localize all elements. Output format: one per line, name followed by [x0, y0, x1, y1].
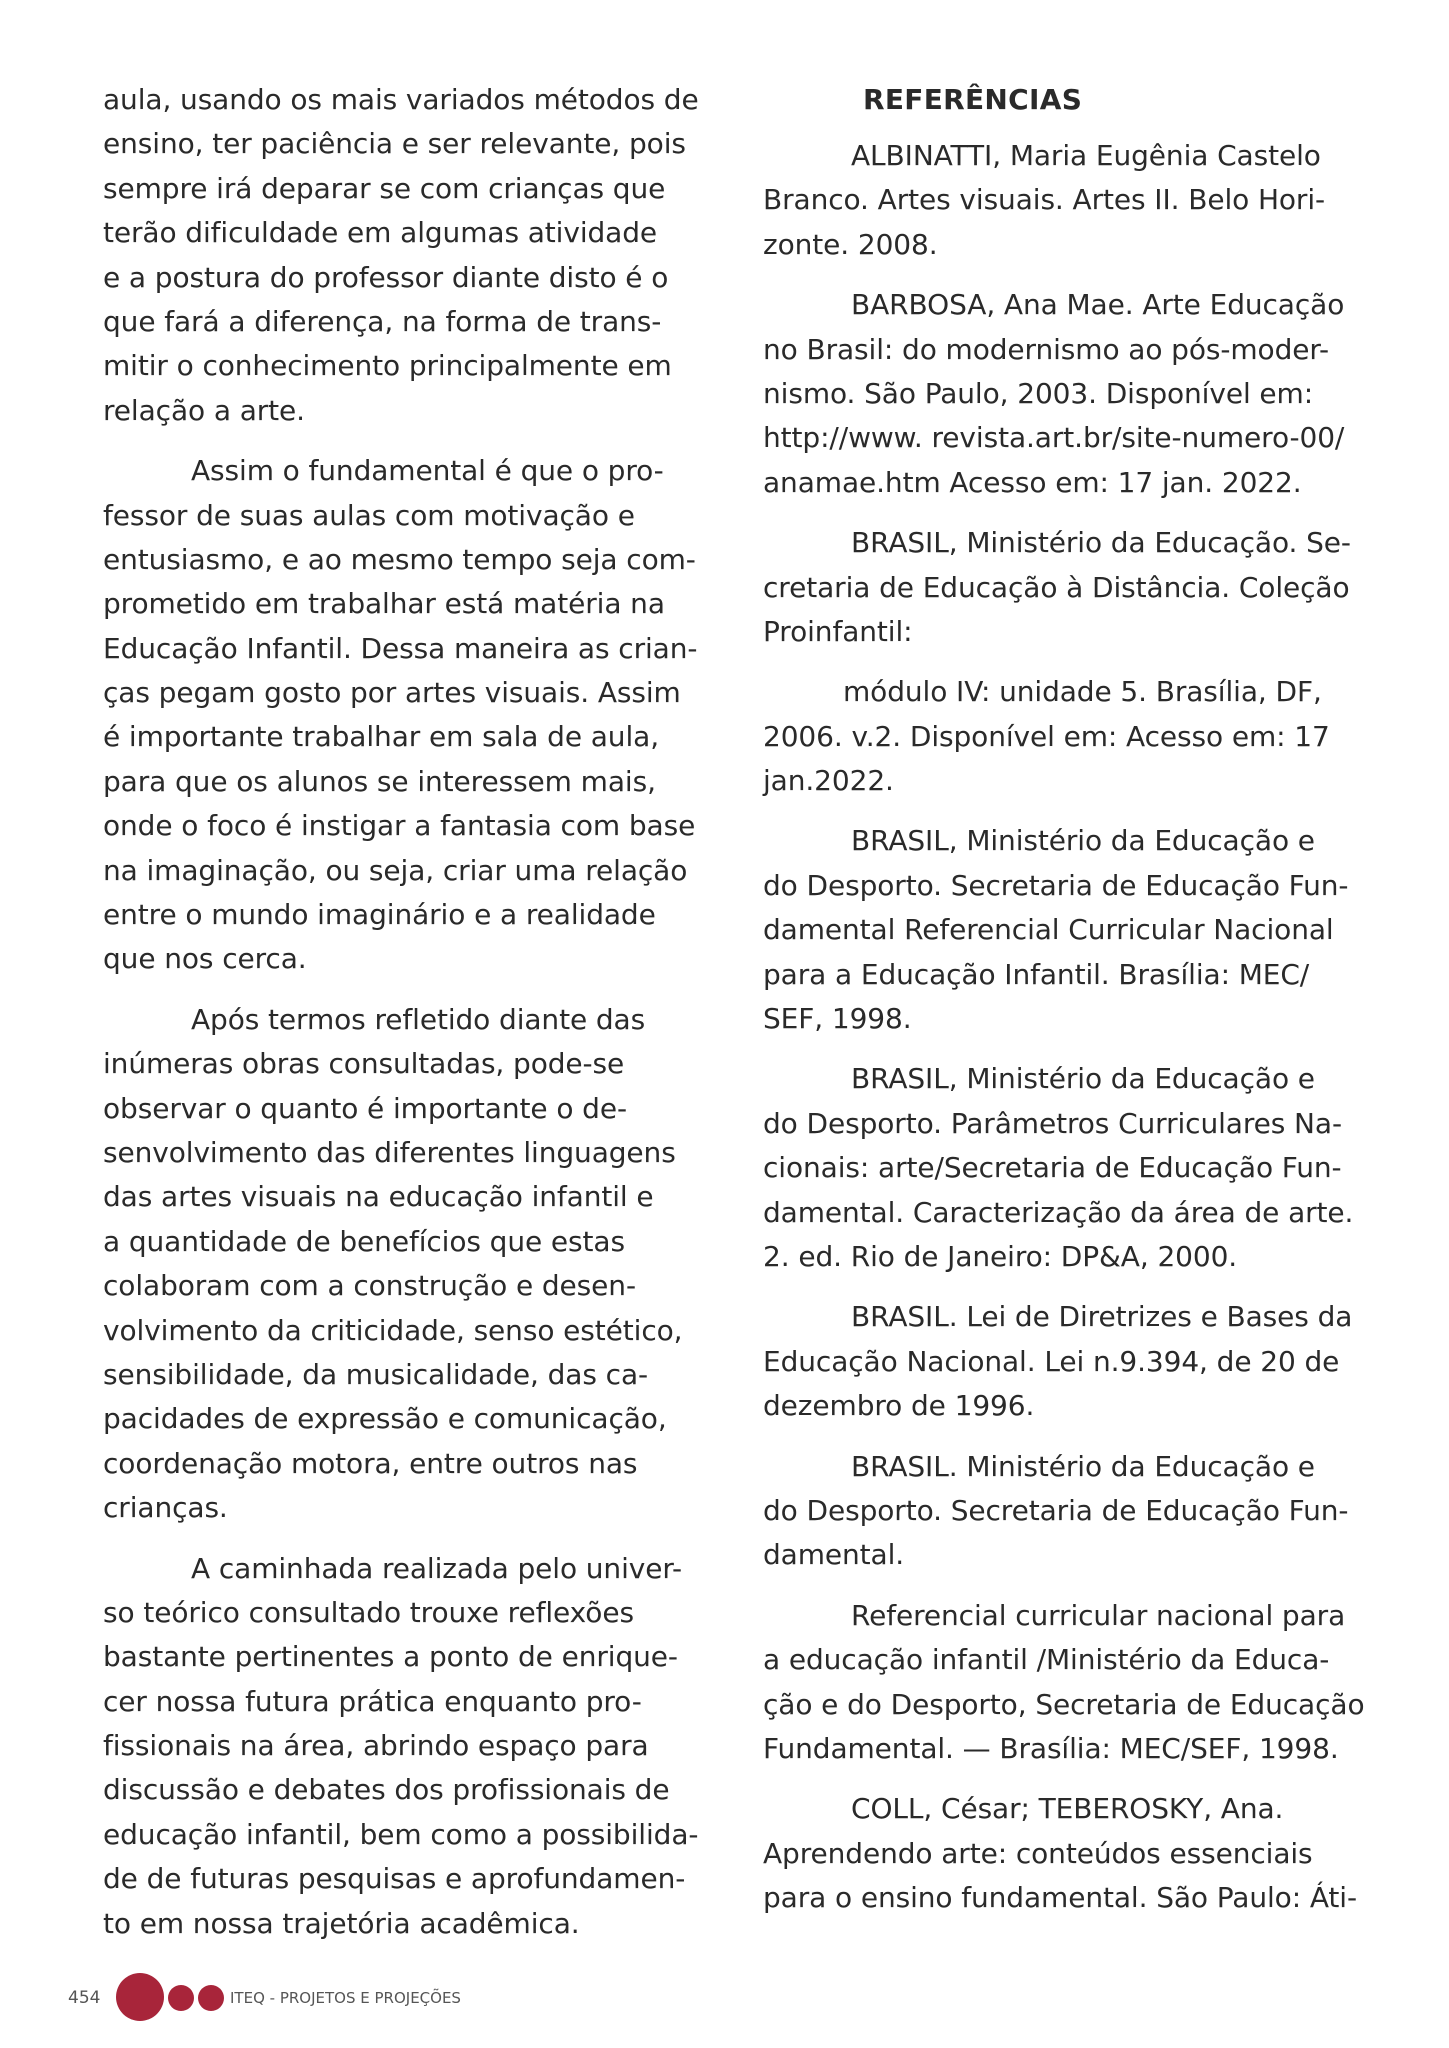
text-line: para a Educação Infantil. Brasília: MEC/	[763, 957, 1310, 991]
text-line: Aprendendo arte: conteúdos essenciais	[763, 1836, 1313, 1870]
text-line: BRASIL, Ministério da Educação e	[851, 1062, 1315, 1096]
paragraph	[103, 78, 703, 433]
text-line: educação infantil, bem como a possibilida-	[103, 1817, 699, 1851]
text-line: bastante pertinentes a ponto de enrique-	[103, 1640, 678, 1674]
text-line: sensibilidade, da musicalidade, das ca-	[103, 1357, 649, 1391]
text-line: do Desporto. Secretaria de Educação Fun-	[763, 868, 1349, 902]
text-line: cionais: arte/Secretaria de Educação Fun-	[763, 1151, 1342, 1185]
text-line: que fará a diferença, na forma de trans-	[103, 304, 662, 338]
text-line: pacidades de expressão e comunicação,	[103, 1402, 667, 1436]
references-column	[763, 78, 1363, 1920]
text-line: Após termos refletido diante das	[191, 1002, 646, 1036]
text-line: observar o quanto é importante o de-	[103, 1091, 627, 1125]
text-line: sempre irá deparar se com crianças que	[103, 171, 666, 205]
text-line: módulo IV: unidade 5. Brasília, DF,	[843, 675, 1322, 709]
text-line: SEF, 1998.	[763, 1002, 912, 1036]
text-line: a quantidade de benefícios que estas	[103, 1224, 625, 1258]
text-line: zonte. 2008.	[763, 227, 938, 261]
text-line: onde o foco é instigar a fantasia com base	[103, 809, 696, 843]
text-line: a educação infantil /Ministério da Educa-	[763, 1643, 1330, 1677]
text-line: ção e do Desporto, Secretaria de Educação	[763, 1687, 1365, 1721]
text-line: BRASIL. Lei de Diretrizes e Bases da	[851, 1300, 1353, 1334]
text-line: BARBOSA, Ana Mae. Arte Educação	[851, 288, 1345, 322]
decorative-dot-icon	[198, 1985, 224, 2011]
text-line: mitir o conhecimento principalmente em	[103, 349, 672, 383]
text-line: 2. ed. Rio de Janeiro: DP&A, 2000.	[763, 1239, 1238, 1273]
text-line: so teórico consultado trouxe reflexões	[103, 1595, 634, 1629]
text-line: dezembro de 1996.	[763, 1389, 1035, 1423]
text-line: colaboram com a construção e desen-	[103, 1269, 636, 1303]
decorative-dot-icon	[116, 1973, 164, 2021]
text-line: Educação Infantil. Dessa maneira as crian-	[103, 631, 698, 665]
reference-entry	[763, 819, 1363, 1041]
references-heading: REFERÊNCIAS	[863, 83, 1083, 116]
text-line: terão dificuldade em algumas atividade	[103, 216, 658, 250]
decorative-dot-icon	[168, 1985, 194, 2011]
text-line: anamae.htm Acesso em: 17 jan. 2022.	[763, 465, 1302, 499]
publication-name: ITEQ - PROJETOS E PROJEÇÕES	[230, 1989, 461, 2007]
text-line: coordenação motora, entre outros nas	[103, 1446, 638, 1480]
reference-entry	[763, 1295, 1363, 1428]
text-line: cer nossa futura prática enquanto pro-	[103, 1684, 642, 1718]
text-line: Referencial curricular nacional para	[851, 1598, 1346, 1632]
page-number: 454	[68, 1988, 101, 2008]
text-line: volvimento da criticidade, senso estético,	[103, 1313, 683, 1347]
text-line: relação a arte.	[103, 393, 305, 427]
reference-entry	[763, 283, 1363, 505]
text-line: de de futuras pesquisas e aprofundamen-	[103, 1862, 686, 1896]
text-line: ensino, ter paciência e ser relevante, pois	[103, 127, 686, 161]
text-line: entre o mundo imaginário e a realidade	[103, 898, 656, 932]
text-line: ALBINATTI, Maria Eugênia Castelo	[851, 139, 1321, 172]
text-line: fissionais na área, abrindo espaço para	[103, 1729, 649, 1763]
text-line: cretaria de Educação à Distância. Coleção	[763, 570, 1350, 604]
text-line: no Brasil: do modernismo ao pós-moder-	[763, 332, 1330, 366]
text-line: damental. Caracterização da área de arte.	[763, 1195, 1354, 1229]
text-line: Fundamental. — Brasília: MEC/SEF, 1998.	[763, 1731, 1339, 1765]
text-line: Proinfantil:	[763, 614, 913, 648]
text-line: das artes visuais na educação infantil e	[103, 1180, 654, 1214]
reference-entry	[763, 521, 1363, 654]
text-line: nismo. São Paulo, 2003. Disponível em:	[763, 376, 1314, 410]
reference-entry	[763, 670, 1363, 803]
text-line: na imaginação, ou seja, criar uma relação	[103, 853, 688, 887]
text-line: crianças.	[103, 1491, 228, 1525]
text-line: BRASIL. Ministério da Educação e	[851, 1449, 1315, 1483]
text-line: do Desporto. Parâmetros Curriculares Na-	[763, 1106, 1342, 1140]
text-line: BRASIL, Ministério da Educação. Se-	[851, 526, 1351, 560]
reference-entry	[763, 1787, 1363, 1920]
text-line: A caminhada realizada pelo univer-	[191, 1551, 682, 1585]
text-line: senvolvimento das diferentes linguagens	[103, 1135, 676, 1169]
page-footer	[68, 1972, 468, 2022]
text-line: é importante trabalhar em sala de aula,	[103, 720, 659, 754]
reference-entry	[763, 1594, 1363, 1772]
text-line: entusiasmo, e ao mesmo tempo seja com-	[103, 542, 696, 576]
text-line: Educação Nacional. Lei n.9.394, de 20 de	[763, 1344, 1340, 1378]
text-line: discussão e debates dos profissionais de	[103, 1773, 670, 1807]
text-line: damental.	[763, 1538, 905, 1572]
reference-entry	[763, 1445, 1363, 1578]
text-line: to em nossa trajetória acadêmica.	[103, 1906, 580, 1940]
text-line: do Desporto. Secretaria de Educação Fun-	[763, 1493, 1349, 1527]
text-line: para que os alunos se interessem mais,	[103, 764, 656, 798]
text-line: inúmeras obras consultadas, pode-se	[103, 1047, 625, 1081]
body-text-column	[103, 78, 703, 1946]
text-line: ças pegam gosto por artes visuais. Assim	[103, 676, 681, 710]
text-line: aula, usando os mais variados métodos de	[103, 83, 699, 116]
text-line: Branco. Artes visuais. Artes II. Belo Hori-	[763, 183, 1326, 217]
text-line: que nos cerca.	[103, 942, 307, 976]
text-line: http://www. revista.art.br/site-numero-00/	[763, 421, 1345, 455]
text-line: damental Referencial Curricular Nacional	[763, 913, 1334, 947]
paragraph	[103, 1547, 703, 1947]
text-line: fessor de suas aulas com motivação e	[103, 498, 635, 532]
text-line: Assim o fundamental é que o pro-	[191, 454, 664, 488]
text-line: prometido em trabalhar está matéria na	[103, 587, 665, 621]
text-line: BRASIL, Ministério da Educação e	[851, 824, 1315, 858]
text-line: para o ensino fundamental. São Paulo: Áti-	[763, 1881, 1357, 1915]
paragraph	[103, 998, 703, 1531]
text-line: COLL, César; TEBEROSKY, Ana.	[851, 1792, 1284, 1826]
text-line: 2006. v.2. Disponível em: Acesso em: 17	[763, 719, 1330, 753]
reference-entry	[763, 1057, 1363, 1279]
paragraph	[103, 449, 703, 982]
reference-entry	[763, 134, 1363, 267]
text-line: e a postura do professor diante disto é o	[103, 260, 669, 294]
text-line: jan.2022.	[763, 764, 894, 798]
